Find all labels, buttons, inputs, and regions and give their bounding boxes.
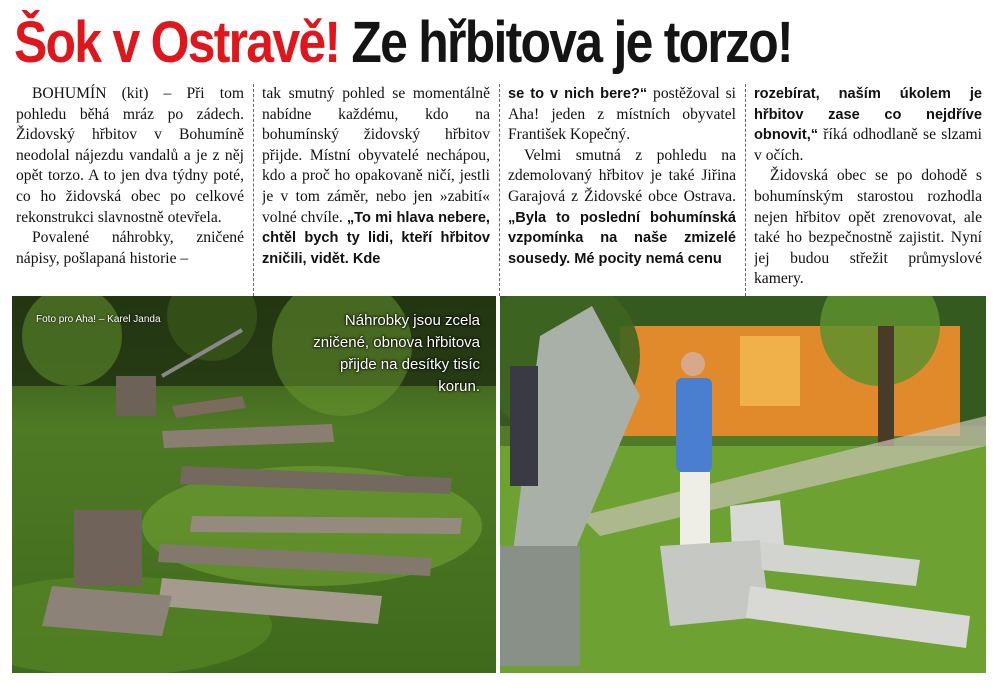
body-text: Velmi smutná z pohledu na zdemolovaný hřbitov je také Jiřina Garajová z Židovské obce Ostrava. — [508, 146, 736, 205]
photo-woman-at-cemetery — [500, 296, 986, 673]
quote-text: „Byla to poslední bohumínská vzpomínka na naše zmizelé sousedy. Mé pocity nemá cenu — [508, 209, 736, 267]
headline-black-part: Ze hřbitova je torzo! — [351, 10, 792, 75]
photo-credit: Foto pro Aha! – Karel Janda — [36, 314, 161, 325]
headline — [0, 0, 1000, 84]
body-text: postěžoval si Aha! jeden z místních obyvatel František Kopečný. — [508, 85, 736, 144]
article-columns — [0, 84, 1000, 296]
body-text: říká odhodlaně se slzami v očích. — [754, 126, 982, 164]
article-paragraph — [16, 228, 244, 269]
headline-red-part: Šok v Ostravě! — [14, 10, 340, 75]
quote-text: rozebírat, naším úkolem je hřbitov zase co nejdříve obnovit,“ — [754, 86, 982, 144]
article-column-3 — [508, 84, 736, 296]
article-paragraph — [754, 166, 982, 290]
headline-text — [14, 2, 792, 84]
article-column-1 — [16, 84, 244, 296]
body-text: Židovská obec se po dohodě s bohumínským starostou rozhodla nejen hřbitov opět zrenovovat, ale také ho bezpečnostně zajistit. Nyní jej budou střežit průmyslové kamery. — [754, 167, 982, 288]
column-divider — [253, 84, 254, 296]
article-column-2 — [262, 84, 490, 296]
body-text: Povalené náhrobky, zničené nápisy, pošlapaná historie – — [16, 229, 244, 267]
photo-destroyed-tombstones — [12, 296, 496, 673]
body-text: tak smutný pohled se momentálně nabídne každému, kdo na bohumínský židovský hřbitov přijde. Místní obyvatelé nechápou, kdo a proč ho opakovaně ničí, jestli je v tom záměr, nebo jen »zabití« volné chvíle. — [262, 85, 490, 226]
cemetery-illustration — [500, 296, 986, 673]
body-text: BOHUMÍN (kit) – Při tom pohledu běhá mráz po zádech. Židovský hřbitov v Bohumíně neodolal nájezdu vandalů a je z něj opět torzo. A to jen dva týdny poté, co ho židovská obec po celkové rekonstrukci slavnostně otevřela. — [16, 85, 244, 226]
article-paragraph — [754, 84, 982, 166]
column-divider — [499, 84, 500, 296]
column-divider — [745, 84, 746, 296]
article-column-4 — [754, 84, 982, 296]
quote-text: se to v nich bere?“ — [508, 86, 648, 102]
article-paragraph — [262, 84, 490, 269]
article-paragraph — [508, 84, 736, 146]
quote-text: „To mi hlava nebere, chtěl bych ty lidi, kteří hřbitov zničili, vidět. Kde — [262, 209, 490, 267]
article-paragraph — [508, 146, 736, 270]
article-paragraph — [16, 84, 244, 228]
photo-caption: Náhrobky jsou zcela zničené, obnova hřbitova přijde na desítky tisíc korun. — [313, 312, 480, 395]
